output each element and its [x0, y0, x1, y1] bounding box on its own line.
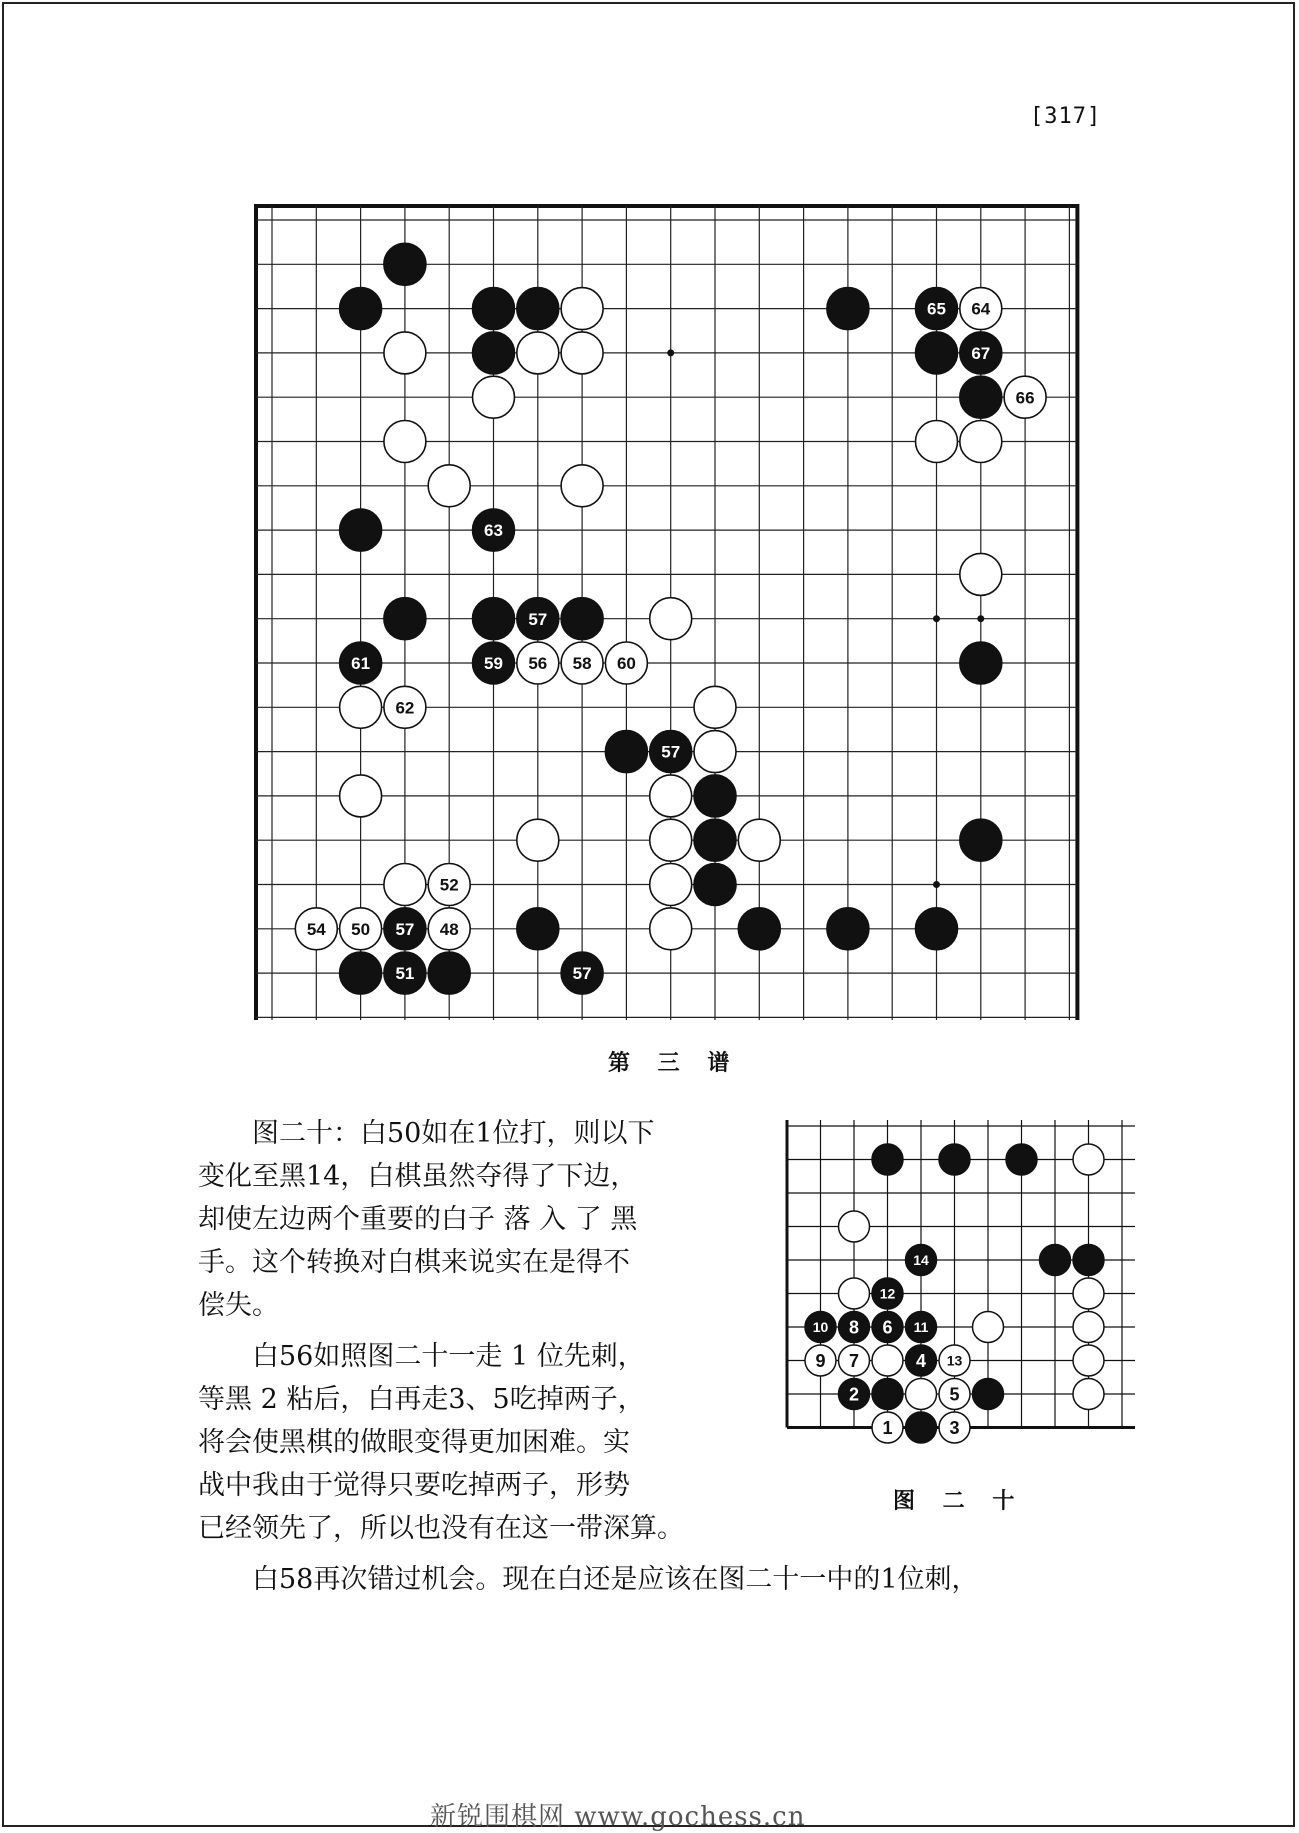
small-move-number: 9 — [815, 1350, 826, 1371]
main-black-stone — [473, 598, 515, 640]
small-white-stone — [1073, 1379, 1104, 1410]
main-star-point — [933, 881, 940, 888]
small-move-number: 2 — [848, 1384, 860, 1405]
small-move-number: 5 — [949, 1384, 960, 1405]
main-black-stone — [428, 952, 470, 994]
main-white-stone — [340, 775, 382, 817]
small-black-stone — [1006, 1144, 1037, 1175]
main-white-stone — [694, 686, 736, 728]
main-black-stone — [340, 952, 382, 994]
page-number: [317] — [1030, 104, 1102, 129]
main-move-number: 66 — [1015, 388, 1035, 408]
main-white-stone — [650, 908, 692, 950]
main-move-number: 63 — [484, 521, 503, 541]
main-black-stone — [960, 376, 1002, 418]
main-move-number: 57 — [661, 742, 681, 762]
main-black-stone — [605, 731, 647, 773]
text-line: 白56如照图二十一走 1 位先刺， — [198, 1341, 645, 1372]
small-move-number: 11 — [913, 1319, 929, 1336]
main-white-stone — [340, 686, 382, 728]
main-black-stone — [694, 864, 736, 906]
main-move-number: 59 — [484, 654, 503, 674]
main-move-number: 54 — [306, 919, 326, 939]
text-line: 战中我由于觉得只要吃掉两子，形势 — [198, 1470, 630, 1501]
main-move-number: 62 — [395, 698, 415, 718]
main-black-stone — [916, 908, 958, 950]
main-move-number: 51 — [395, 964, 415, 984]
main-black-stone — [827, 908, 869, 950]
main-move-number: 60 — [616, 654, 636, 674]
small-white-stone — [1073, 1144, 1104, 1175]
text-line: 将会使黑棋的做眼变得更加困难。实 — [198, 1427, 630, 1458]
main-move-number: 67 — [971, 344, 991, 364]
main-white-stone — [517, 819, 559, 861]
main-move-number: 57 — [395, 919, 415, 939]
main-black-stone — [517, 288, 559, 330]
main-move-number: 57 — [528, 609, 548, 629]
main-black-stone — [694, 819, 736, 861]
main-white-stone — [650, 598, 692, 640]
main-move-number: 56 — [528, 654, 548, 674]
main-star-point — [933, 615, 940, 622]
main-white-stone — [960, 553, 1002, 595]
main-white-stone — [561, 332, 603, 374]
main-black-stone — [340, 509, 382, 551]
main-white-stone — [384, 864, 426, 906]
main-move-number: 52 — [439, 875, 459, 895]
main-black-stone — [517, 908, 559, 950]
main-black-stone — [960, 642, 1002, 684]
text-line: 偿失。 — [198, 1290, 279, 1321]
main-move-number: 65 — [927, 299, 946, 319]
main-white-stone — [960, 421, 1002, 463]
small-move-number: 6 — [882, 1317, 893, 1338]
small-white-stone — [1073, 1345, 1104, 1376]
main-star-point — [977, 615, 984, 622]
text-line: 手。这个转换对白棋来说实在是得不 — [198, 1247, 630, 1278]
small-move-number: 12 — [879, 1285, 896, 1302]
main-black-stone — [827, 288, 869, 330]
small-move-number: 13 — [946, 1352, 963, 1369]
text-line: 图二十：白50如在1位打，则以下 — [198, 1118, 655, 1149]
main-go-board — [250, 200, 1080, 1020]
main-black-stone — [916, 332, 958, 374]
small-move-number: 7 — [848, 1350, 860, 1371]
main-black-stone — [340, 288, 382, 330]
main-black-stone — [473, 332, 515, 374]
main-move-number: 64 — [971, 299, 991, 319]
main-white-stone — [428, 465, 470, 507]
text-line: 白58再次错过机会。现在白还是应该在图二十一中的1位刺， — [198, 1564, 979, 1595]
main-move-number: 50 — [351, 919, 371, 939]
small-move-number: 1 — [882, 1417, 893, 1438]
small-black-stone — [1040, 1245, 1071, 1276]
small-black-stone — [1073, 1245, 1104, 1276]
text-line: 已经领先了，所以也没有在这一带深算。 — [198, 1513, 684, 1544]
main-white-stone — [650, 819, 692, 861]
main-white-stone — [650, 775, 692, 817]
main-black-stone — [960, 819, 1002, 861]
main-black-stone — [738, 908, 780, 950]
small-white-stone — [1073, 1312, 1104, 1343]
main-white-stone — [561, 288, 603, 330]
main-white-stone — [561, 465, 603, 507]
small-move-number: 10 — [812, 1319, 829, 1336]
main-black-stone — [384, 243, 426, 285]
main-black-stone — [561, 598, 603, 640]
small-diagram-caption: 图 二 十 — [893, 1489, 1025, 1514]
main-star-point — [667, 349, 674, 356]
main-move-number: 57 — [572, 964, 592, 984]
main-white-stone — [384, 421, 426, 463]
commentary-text — [198, 1112, 979, 1601]
main-white-stone — [916, 421, 958, 463]
small-white-stone — [1073, 1278, 1104, 1309]
main-black-stone — [384, 598, 426, 640]
main-move-number: 61 — [351, 654, 371, 674]
site-watermark: 新锐围棋网 www.gochess.cn — [430, 1802, 806, 1832]
text-line: 却使左边两个重要的白子 落 入 了 黑 — [198, 1204, 638, 1235]
main-white-stone — [517, 332, 559, 374]
main-black-stone — [473, 288, 515, 330]
text-line: 变化至黑14，白棋虽然夺得了下边， — [198, 1161, 638, 1192]
small-move-number: 3 — [949, 1417, 960, 1438]
main-white-stone — [738, 819, 780, 861]
main-white-stone — [473, 376, 515, 418]
small-move-number: 4 — [915, 1350, 927, 1371]
main-white-stone — [650, 864, 692, 906]
main-black-stone — [694, 775, 736, 817]
text-line: 等黑 2 粘后，白再走3、5吃掉两子， — [198, 1384, 645, 1415]
main-white-stone — [694, 731, 736, 773]
main-move-number: 58 — [572, 654, 592, 674]
main-move-number: 48 — [439, 919, 459, 939]
small-move-number: 14 — [913, 1252, 929, 1269]
small-move-number: 8 — [848, 1317, 860, 1338]
main-white-stone — [384, 332, 426, 374]
main-diagram-caption: 第 三 谱 — [608, 1051, 740, 1076]
